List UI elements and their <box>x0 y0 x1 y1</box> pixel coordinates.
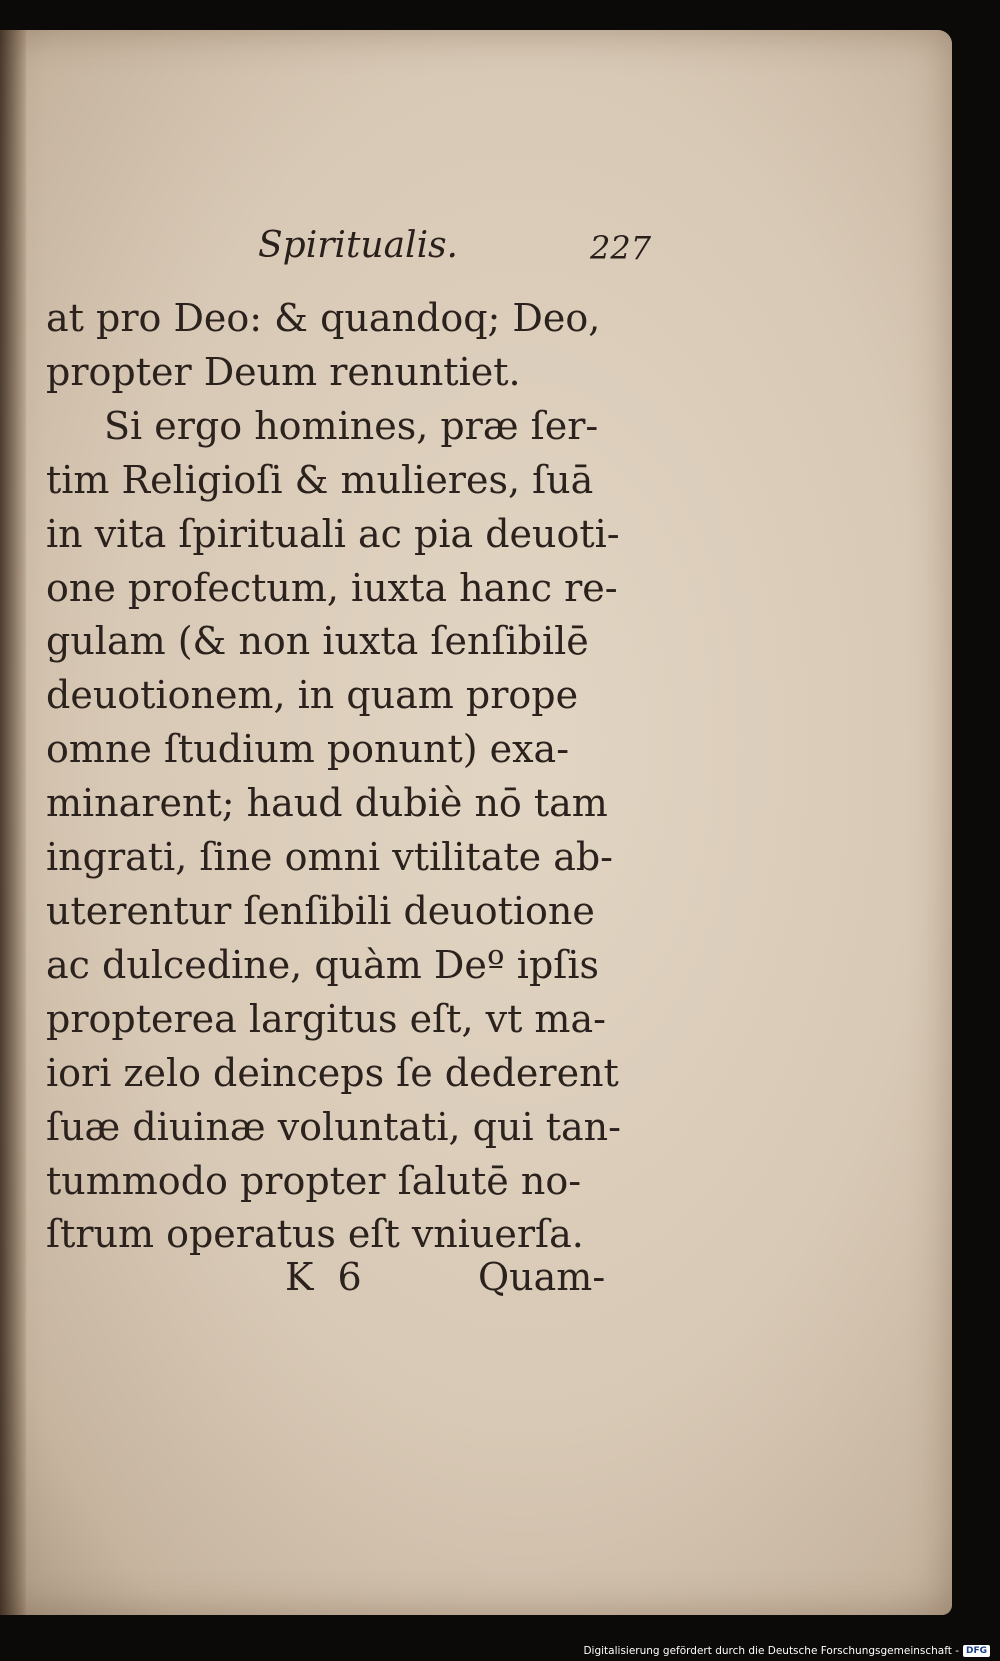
book-page <box>0 30 952 1615</box>
text-line: tim Religioſi & mulieres, ſuā <box>46 457 594 502</box>
text-line: omne ſtudium ponunt) exa- <box>46 727 570 772</box>
running-head-title: Spiritualis. <box>258 225 459 266</box>
body-text <box>46 292 636 1262</box>
text-line: in vita ſpirituali ac pia deuoti- <box>46 511 620 556</box>
page-number: 227 <box>590 229 652 267</box>
text-line: at pro Deo: & quandoq; Deo, <box>46 296 601 340</box>
text-line: deuotionem, in quam prope <box>46 673 579 718</box>
text-line: tummodo propter ſalutē no- <box>46 1158 582 1203</box>
text-line: minarent; haud dubiè nō tam <box>46 781 608 826</box>
text-line: iori zelo deinceps ſe dederent <box>46 1050 619 1095</box>
text-line: ac dulcedine, quàm Deº ipſis <box>46 942 600 987</box>
text-line: propter Deum renuntiet. <box>46 349 521 394</box>
digitization-notice <box>583 1645 990 1657</box>
text-line: ſuæ diuinæ voluntati, qui tan- <box>46 1104 621 1149</box>
text-line: uterentur ſenſibili deuotione <box>46 888 595 933</box>
text-line: ſtrum operatus eſt vniuerſa. <box>46 1212 584 1257</box>
running-head <box>0 225 952 275</box>
dfg-logo: DFG <box>963 1645 990 1657</box>
signature-mark: K 6 <box>285 1255 368 1299</box>
text-line: one profectum, iuxta hanc re- <box>46 565 618 610</box>
digitization-text: Digitalisierung gefördert durch die Deutsche Forschungsgemeinschaft - <box>583 1645 959 1657</box>
catchword: Quam- <box>478 1255 606 1299</box>
text-line: Si ergo homines, præ ſer- <box>104 403 599 448</box>
text-line: propterea largitus eſt, vt ma- <box>46 996 606 1041</box>
page-footer <box>0 1255 952 1315</box>
text-line: ingrati, ſine omni vtilitate ab- <box>46 835 614 880</box>
text-line: gulam (& non iuxta ſenſibilē <box>46 619 589 664</box>
